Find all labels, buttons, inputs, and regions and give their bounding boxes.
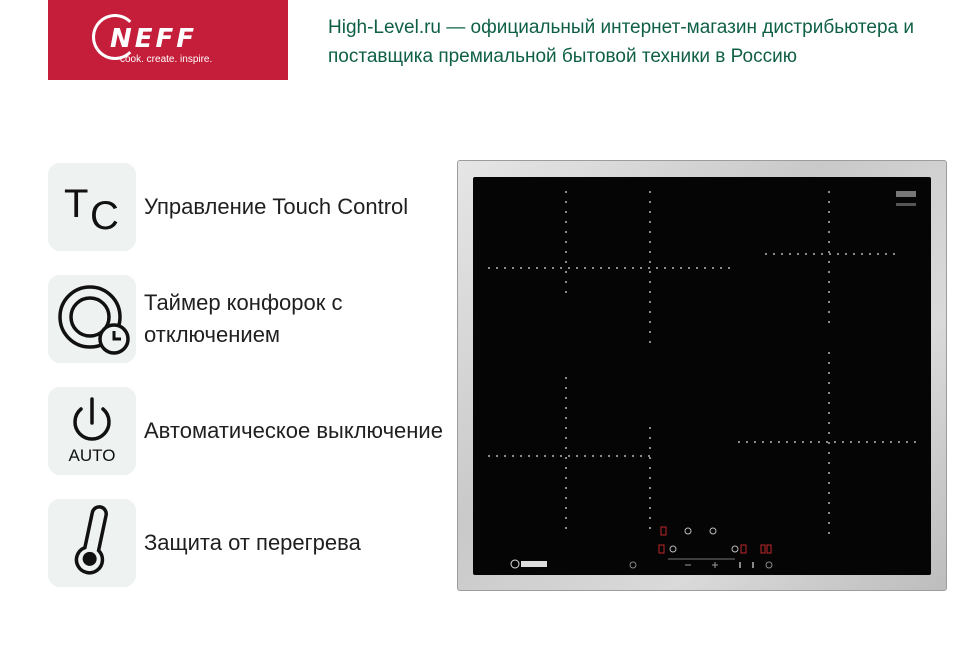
cooktop-glass	[473, 177, 931, 575]
feature-label: Защита от перегрева	[144, 530, 361, 555]
header-description: High-Level.ru — официальный интернет-магазин дистрибьютера и поставщика премиальной бытовой техники в Россию	[328, 17, 915, 67]
timer-icon	[48, 275, 136, 363]
neff-logo	[48, 0, 288, 80]
feature-touch-control	[48, 163, 448, 251]
feature-timer	[48, 275, 448, 363]
tc-letter-c: C	[90, 194, 119, 238]
feature-label: Управление Touch Control	[144, 194, 409, 219]
feature-auto-off	[48, 387, 448, 475]
auto-power-icon	[48, 387, 136, 475]
thermometer-icon	[48, 499, 136, 587]
logo-tagline: cook. create. inspire.	[120, 54, 213, 65]
cooktop-image	[457, 160, 947, 591]
tc-letter-t: T	[64, 182, 89, 226]
feature-label: Таймер конфорок с отключением	[144, 290, 343, 347]
feature-label: Автоматическое выключение	[144, 418, 443, 443]
auto-caption: AUTO	[68, 446, 116, 465]
control-panel	[630, 527, 772, 568]
feature-overheat	[48, 499, 448, 587]
touch-control-icon	[48, 163, 136, 251]
logo-wordmark: NEFF	[110, 24, 198, 54]
cooktop-brand-mark	[511, 560, 547, 568]
